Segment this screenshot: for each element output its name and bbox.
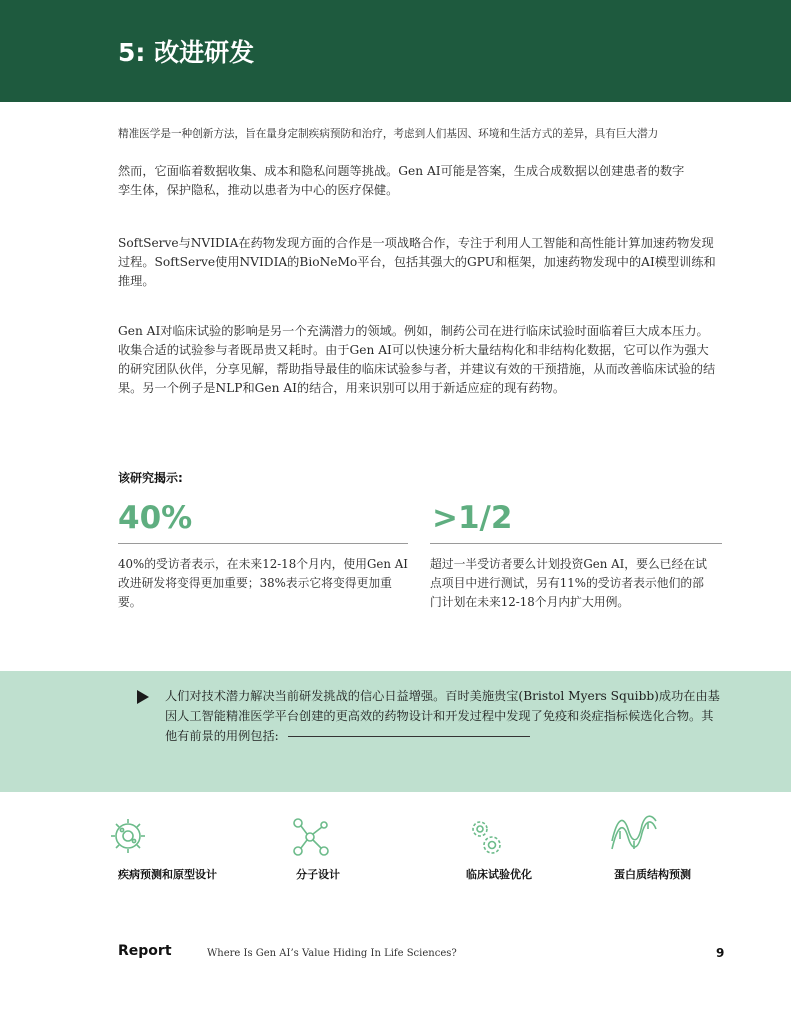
stat-divider (118, 543, 408, 544)
intro-paragraph-1: 精准医学是一种创新方法，旨在量身定制疾病预防和治疗，考虑到人们基因、环境和生活方式的差异，具有巨大潜力 (118, 128, 659, 140)
gears-icon (466, 815, 506, 859)
intro-paragraph-2: 然而，它面临着数据收集、成本和隐私问题等挑战。Gen AI可能是答案，生成合成数据以创建患者的数字孪生体，保护隐私，推动以患者为中心的医疗保健。 (118, 164, 685, 197)
footer-brand: Report (118, 943, 172, 959)
partnership-paragraph: SoftServe与NVIDIA在药物发现方面的合作是一项战略合作，专注于利用人工智能和高性能计算加速药物发现过程。SoftServe使用NVIDIA的BioNeMo平台，包括其强大的GPU和框架，加速药物发现中的AI模型训练和推理。 (118, 236, 716, 288)
callout-text: 人们对技术潜力解决当前研发挑战的信心日益增强。百时美施贵宝(Bristol Myers Squibb)成功在由基因人工智能精准医学平台创建的更高效的药物设计和开发过程中发现了免疫和炎症指标候选化合物。其他有前景的用例包括: (165, 689, 720, 743)
protein-helix-icon (608, 815, 660, 855)
stat-description: 超过一半受访者要么计划投资Gen AI，要么已经在试点项目中进行测试，另有11%的受访者表示他们的部门计划在未来12-18个月内扩大用例。 (430, 557, 707, 609)
stat-value: >1/2 (432, 500, 513, 536)
use-case-label-clinical: 临床试验优化 (466, 868, 532, 881)
stat-description: 40%的受访者表示，在未来12-18个月内，使用Gen AI改进研发将变得更加重要；38%表示它将变得更加重要。 (118, 557, 408, 609)
section-title: 5: 改进研发 (118, 38, 255, 67)
stat-divider (430, 543, 722, 544)
use-case-label-molecule: 分子设计 (296, 868, 340, 881)
page-number: 9 (716, 946, 725, 960)
findings-heading: 该研究揭示: (118, 471, 183, 485)
use-case-label-disease: 疾病预测和原型设计 (118, 868, 217, 881)
callout-underline (288, 736, 530, 737)
footer-document-title: Where Is Gen AI’s Value Hiding In Life Sciences? (207, 948, 457, 959)
cell-icon (104, 815, 152, 857)
clinical-trials-paragraph: Gen AI对临床试验的影响是另一个充满潜力的领域。例如，制药公司在进行临床试验时面临着巨大成本压力。收集合适的试验参与者既昂贵又耗时。由于Gen AI可以快速分析大量结构化和非结构化数据，它可以作为强大的研究团队伙伴，分享见解，帮助指导最佳的临床试验参与者，并建议有效的干预措施，从而改善临床试验的结果。另一个例子是NLP和Gen AI的结合，用来识别可以用于新适应症的现有药物。 (118, 324, 716, 395)
stat-value: 40% (118, 500, 193, 536)
play-icon (137, 690, 149, 704)
use-case-label-protein: 蛋白质结构预测 (614, 868, 691, 881)
molecule-icon (288, 815, 334, 859)
